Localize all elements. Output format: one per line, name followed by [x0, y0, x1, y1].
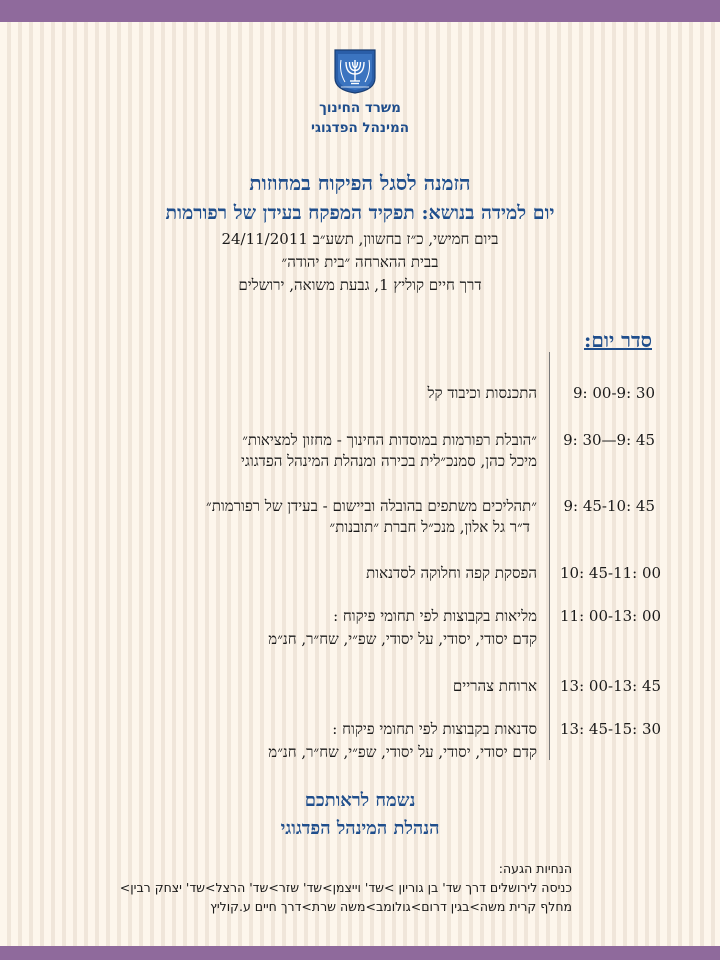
agenda-groups: קדם יסודי, יסודי, על יסודי, שפ״י, שח״ר, חנ״מ — [268, 743, 537, 761]
closing-signature: הנהלת המינהל הפדגוגי — [280, 818, 440, 839]
directions-heading: הנחיות הגעה: — [498, 861, 572, 876]
agenda-time: 13: 45-15: 30 — [560, 720, 662, 738]
agenda-item: ״הובלת רפורמות במוסדות החינוך - מחזון למציאות״ — [242, 431, 537, 449]
agenda-time: 11: 00-13: 00 — [560, 607, 662, 625]
state-emblem-icon — [333, 48, 377, 94]
invite-title: הזמנה לסגל הפיקוח במחוזות — [249, 171, 471, 195]
agenda-divider — [549, 352, 550, 760]
closing-greeting: נשמח לראותכם — [304, 790, 416, 811]
agenda-item: סדנאות בקבוצות לפי תחומי פיקוח : — [332, 720, 537, 738]
agenda-time: 9: 00-9: 30 — [573, 384, 655, 402]
agenda-time: 10: 45-11: 00 — [560, 564, 662, 582]
agenda-heading: סדר יום: — [583, 328, 652, 352]
top-band — [0, 0, 720, 22]
agenda-time: 9: 30—9: 45 — [563, 431, 655, 449]
agenda-time: 13: 00-13: 45 — [560, 677, 662, 695]
agenda-groups: קדם יסודי, יסודי, על יסודי, שפ״י, שח״ר, חנ״מ — [268, 630, 537, 648]
invite-subtitle: יום למידה בנושא: תפקיד המפקח בעידן של רפורמות — [165, 202, 555, 224]
ministry-name: משרד החינוך — [319, 100, 401, 116]
department-name: המינהל הפדגוגי — [310, 120, 410, 136]
event-date: ביום חמישי, כ״ז בחשוון, תשע״ב 24/11/2011 — [221, 230, 499, 248]
event-venue: בבית ההארחה ״בית יהודה״ — [281, 253, 439, 271]
agenda-time: 9: 45-10: 45 — [563, 497, 655, 515]
agenda-item: ארוחת צהריים — [452, 677, 537, 695]
bottom-band — [0, 946, 720, 960]
agenda-item: מליאות בקבוצות לפי תחומי פיקוח : — [333, 607, 537, 625]
agenda-item: ״תהליכים משתפים בהובלה וביישום - בעידן של רפורמות״ — [206, 497, 537, 515]
directions-line: כניסה לירושלים דרך שד' בן גוריון >שד' וייצמן>שד' שזר>שד' הרצל>שד' יצחק רבין> — [119, 880, 572, 895]
agenda-item: הפסקת קפה וחלוקה לסדנאות — [366, 564, 537, 582]
agenda-item: התכנסות וכיבוד קל — [427, 384, 537, 402]
event-address: דרך חיים קוליץ 1, גבעת משואה, ירושלים — [238, 276, 482, 294]
agenda-speaker: ד״ר גל אלון, מנכ״ל חברת ״תובנות״ — [329, 518, 530, 536]
directions-line: מחלף קרית משה>בגין דרום>גולומב>משה שרת>דרך חיים ע.קוליץ — [210, 899, 572, 914]
agenda-speaker: מיכל כהן, סמנכ״לית בכירה ומנהלת המינהל הפדגוגי — [240, 452, 537, 470]
